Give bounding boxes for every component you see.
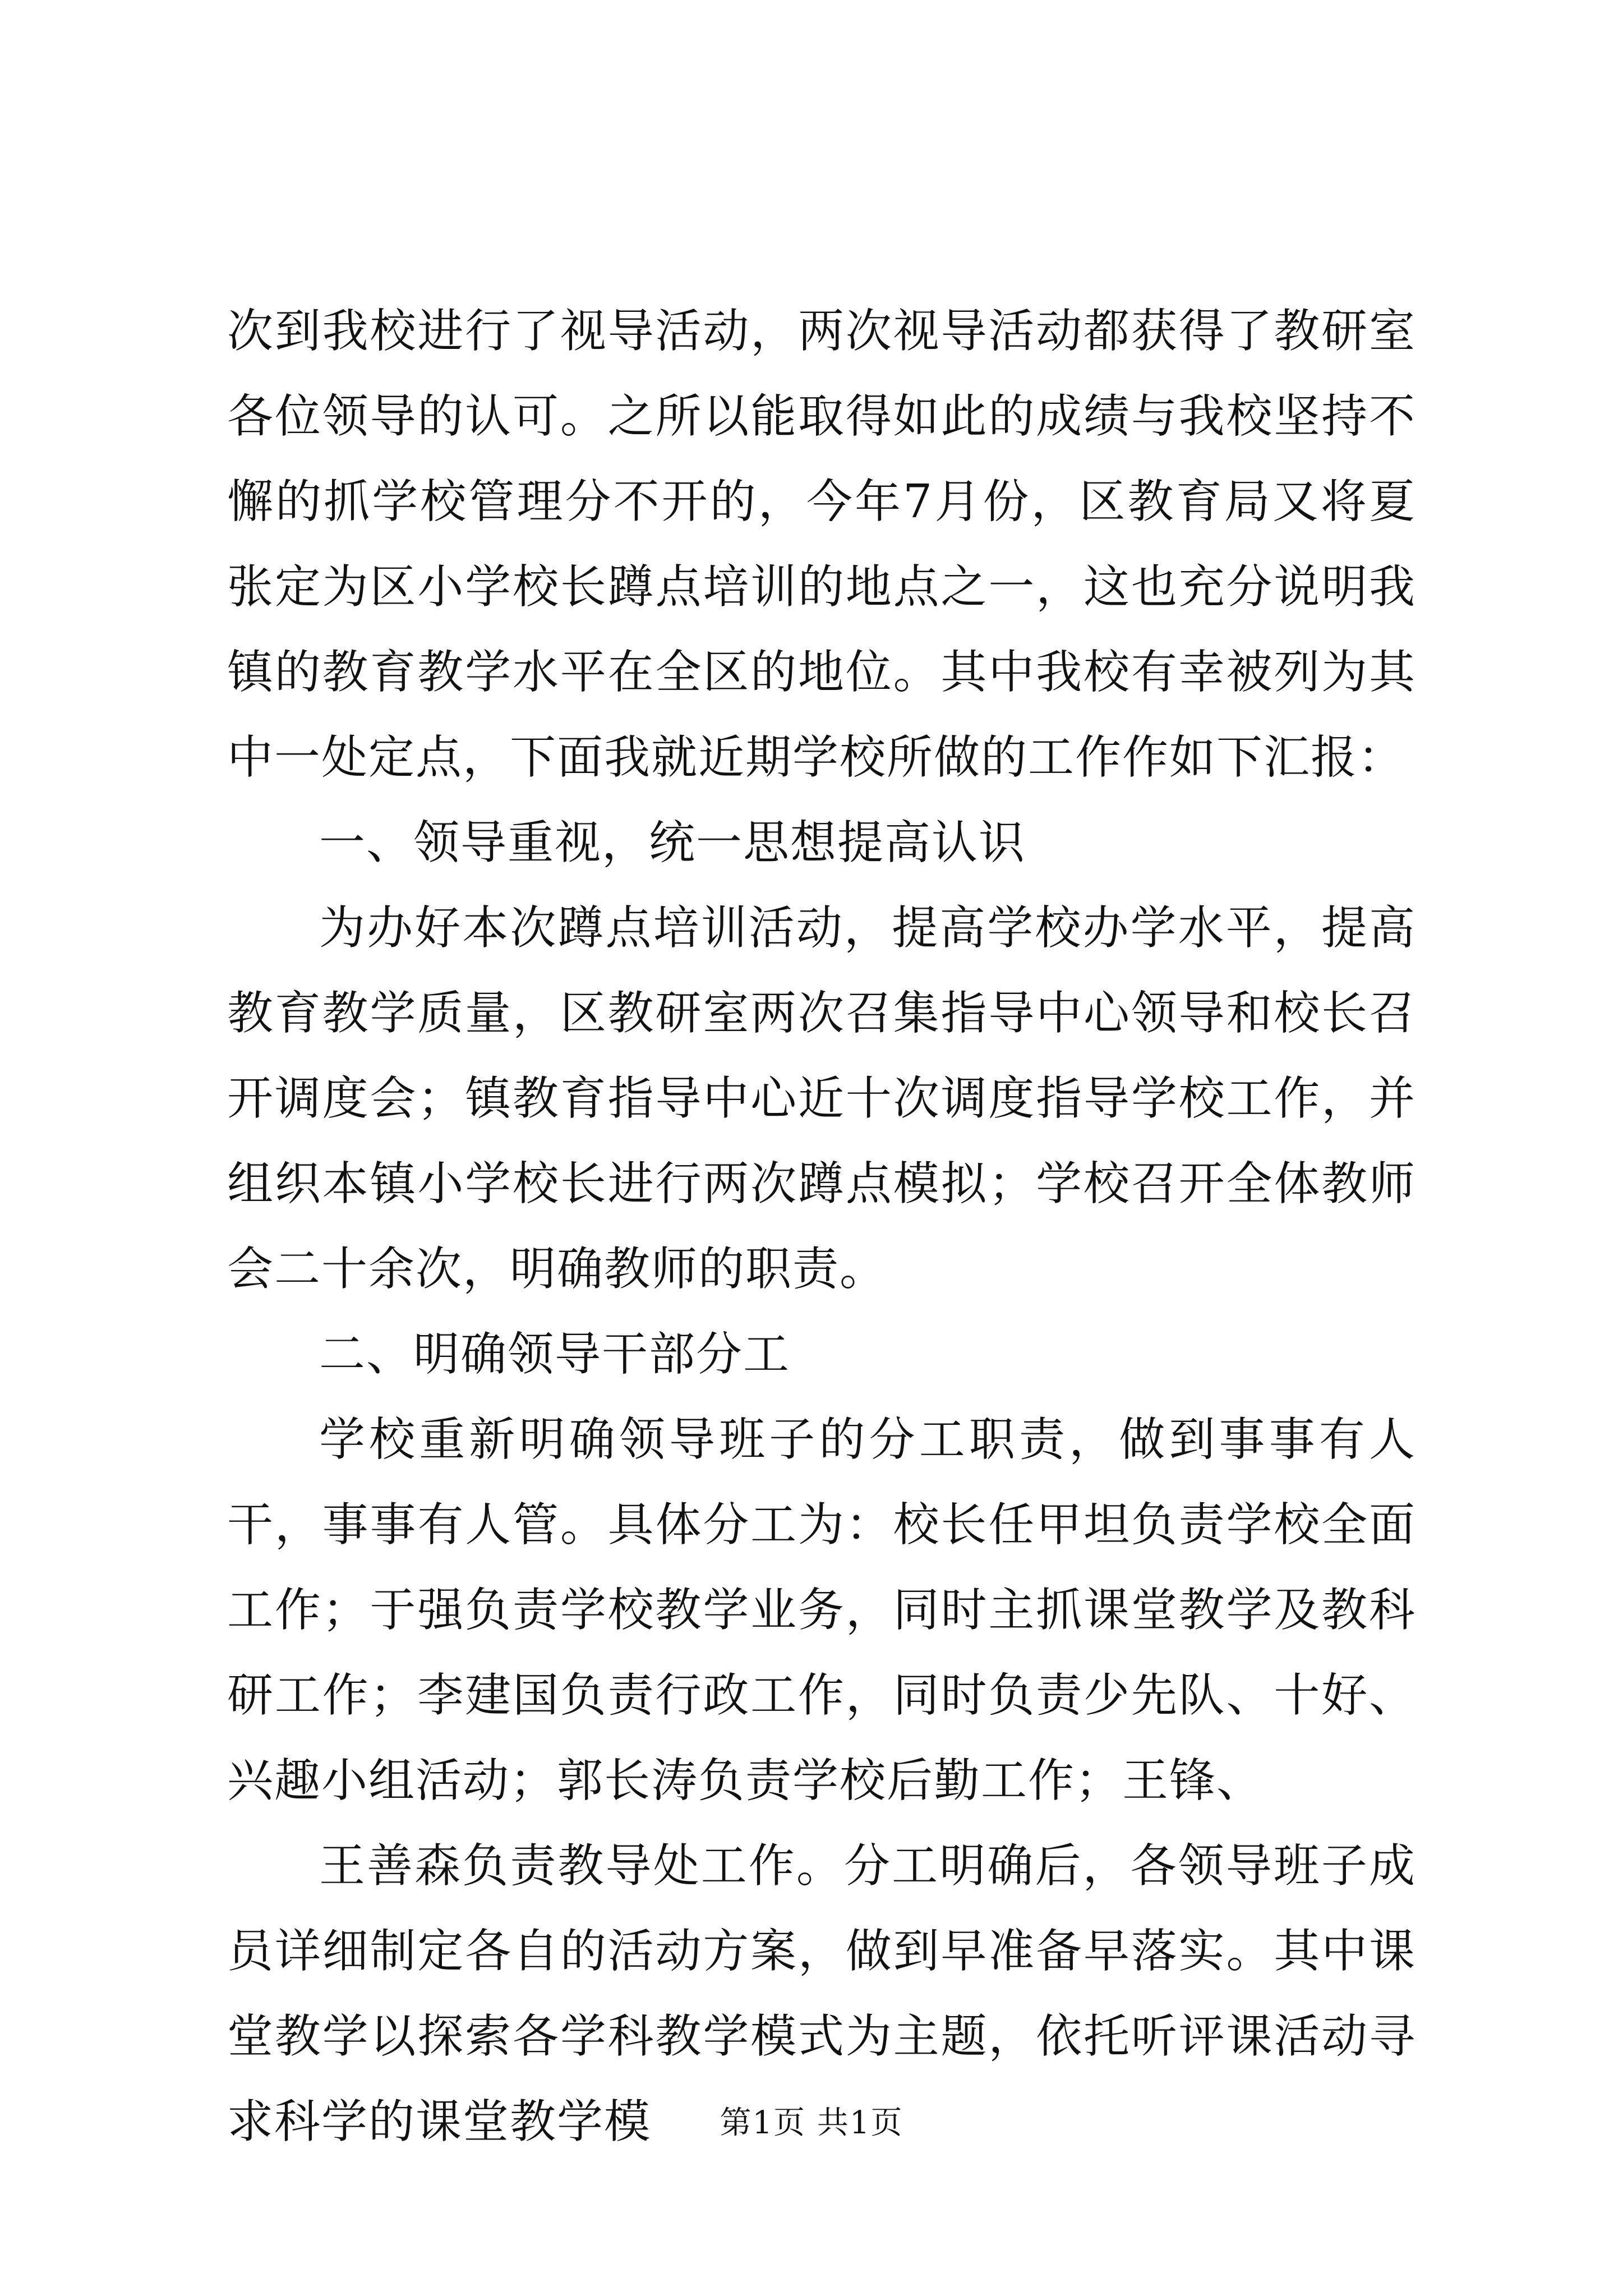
paragraph-section-2: 学校重新明确领导班子的分工职责，做到事事有人干，事事有人管。具体分工为：校长任甲坦负责学校全面工作；于强负责学校教学业务，同时主抓课堂教学及教科研工作；李建国负责行政工作，同时负责少先队、十好、兴趣小组活动；郭长涛负责学校后勤工作；王锋、 bbox=[227, 1413, 1416, 1807]
paragraph-continuation: 次到我校进行了视导活动，两次视导活动都获得了教研室各位领导的认可。之所以能取得如此的成绩与我校坚持不懈的抓学校管理分不开的，今年7月份，区教育局又将夏张定为区小学校长蹲点培训的地点之一，这也充分说明我镇的教育教学水平在全区的地位。其中我校有幸被列为其中一处定点，下面我就近期学校所做的工作作如下汇报： bbox=[227, 305, 1416, 784]
section-heading-1: 一、领导重视，统一思想提高认识 bbox=[319, 816, 1026, 869]
section-heading-2: 二、明确领导干部分工 bbox=[319, 1328, 791, 1381]
page-footer: 第1页 共1页 bbox=[720, 2105, 903, 2141]
paragraph-section-1: 为办好本次蹲点培训活动，提高学校办学水平，提高教育教学质量，区教研室两次召集指导中心领导和校长召开调度会；镇教育指导中心近十次调度指导学校工作，并组织本镇小学校长进行两次蹲点模拟；学校召开全体教师会二十余次，明确教师的职责。 bbox=[227, 901, 1416, 1296]
paragraph-section-2-continued: 王善森负责教导处工作。分工明确后，各领导班子成员详细制定各自的活动方案，做到早准备早落实。其中课堂教学以探索各学科教学模式为主题，依托听评课活动寻求科学的课堂教学模 bbox=[227, 1839, 1416, 2148]
document-body bbox=[227, 289, 1416, 2165]
